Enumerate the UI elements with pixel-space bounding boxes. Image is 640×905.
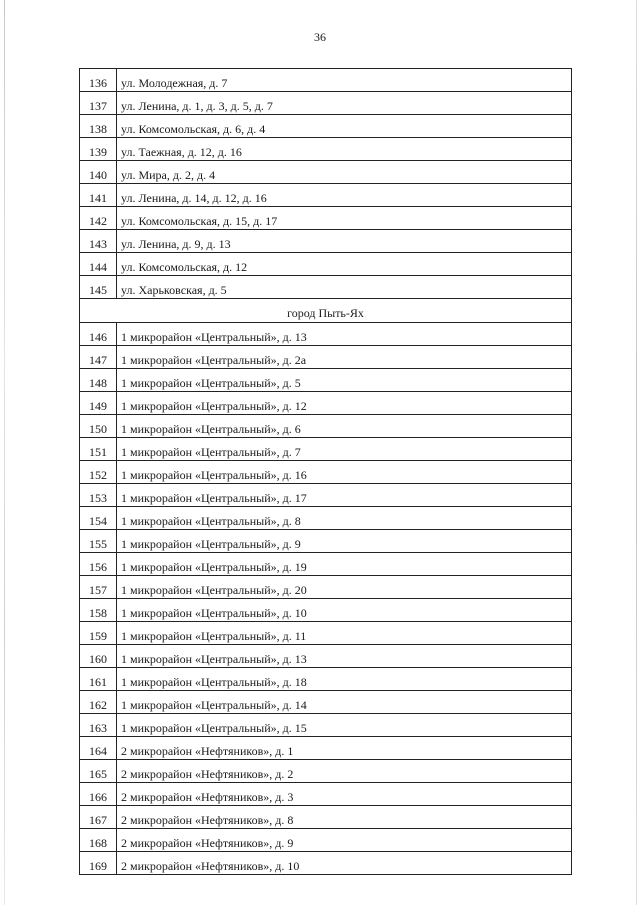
table-row <box>80 230 572 253</box>
table-row <box>80 115 572 138</box>
section-title: город Пыть-Ях <box>80 299 572 323</box>
table-row <box>80 184 572 207</box>
row-address: 1 микрорайон «Центральный», д. 8 <box>117 507 572 530</box>
row-number: 150 <box>80 415 117 438</box>
row-number: 163 <box>80 714 117 737</box>
row-number: 158 <box>80 599 117 622</box>
row-address: 1 микрорайон «Центральный», д. 9 <box>117 530 572 553</box>
row-number: 169 <box>80 852 117 875</box>
table-row <box>80 138 572 161</box>
row-number: 141 <box>80 184 117 207</box>
row-number: 153 <box>80 484 117 507</box>
row-number: 151 <box>80 438 117 461</box>
row-address: 1 микрорайон «Центральный», д. 19 <box>117 553 572 576</box>
row-address: 1 микрорайон «Центральный», д. 7 <box>117 438 572 461</box>
table-row <box>80 760 572 783</box>
row-address: 1 микрорайон «Центральный», д. 18 <box>117 668 572 691</box>
row-number: 148 <box>80 369 117 392</box>
row-number: 147 <box>80 346 117 369</box>
row-address: ул. Харьковская, д. 5 <box>117 276 572 299</box>
row-address: 1 микрорайон «Центральный», д. 13 <box>117 323 572 346</box>
table-row <box>80 599 572 622</box>
row-address: ул. Таежная, д. 12, д. 16 <box>117 138 572 161</box>
table-row <box>80 829 572 852</box>
table-row <box>80 276 572 299</box>
row-address: 1 микрорайон «Центральный», д. 17 <box>117 484 572 507</box>
row-address: ул. Молодежная, д. 7 <box>117 69 572 92</box>
row-address: ул. Ленина, д. 9, д. 13 <box>117 230 572 253</box>
row-address: ул. Мира, д. 2, д. 4 <box>117 161 572 184</box>
row-number: 138 <box>80 115 117 138</box>
row-number: 160 <box>80 645 117 668</box>
table-row <box>80 507 572 530</box>
table-row <box>80 161 572 184</box>
row-address: 2 микрорайон «Нефтяников», д. 9 <box>117 829 572 852</box>
row-address: 1 микрорайон «Центральный», д. 12 <box>117 392 572 415</box>
table-row <box>80 530 572 553</box>
table-row <box>80 668 572 691</box>
row-address: 1 микрорайон «Центральный», д. 10 <box>117 599 572 622</box>
row-number: 140 <box>80 161 117 184</box>
row-number: 162 <box>80 691 117 714</box>
page-number: 36 <box>314 30 326 44</box>
address-table <box>79 68 572 875</box>
row-number: 164 <box>80 737 117 760</box>
row-number: 145 <box>80 276 117 299</box>
table-row <box>80 92 572 115</box>
row-number: 165 <box>80 760 117 783</box>
table-row <box>80 622 572 645</box>
row-number: 161 <box>80 668 117 691</box>
scan-edge-right <box>636 0 637 905</box>
row-address: 2 микрорайон «Нефтяников», д. 10 <box>117 852 572 875</box>
row-address: ул. Ленина, д. 14, д. 12, д. 16 <box>117 184 572 207</box>
address-table-body <box>80 69 572 875</box>
row-address: 1 микрорайон «Центральный», д. 20 <box>117 576 572 599</box>
row-address: 1 микрорайон «Центральный», д. 11 <box>117 622 572 645</box>
row-address: 1 микрорайон «Центральный», д. 15 <box>117 714 572 737</box>
table-row <box>80 737 572 760</box>
row-number: 149 <box>80 392 117 415</box>
row-number: 155 <box>80 530 117 553</box>
table-row <box>80 783 572 806</box>
row-number: 144 <box>80 253 117 276</box>
row-address: 2 микрорайон «Нефтяников», д. 1 <box>117 737 572 760</box>
table-row <box>80 392 572 415</box>
row-address: 1 микрорайон «Центральный», д. 13 <box>117 645 572 668</box>
table-row <box>80 323 572 346</box>
table-row <box>80 207 572 230</box>
table-row <box>80 369 572 392</box>
table-row <box>80 415 572 438</box>
row-number: 156 <box>80 553 117 576</box>
table-row <box>80 553 572 576</box>
scan-edge-left <box>4 0 5 905</box>
row-number: 152 <box>80 461 117 484</box>
row-address: 1 микрорайон «Центральный», д. 16 <box>117 461 572 484</box>
row-address: 1 микрорайон «Центральный», д. 6 <box>117 415 572 438</box>
table-row <box>80 438 572 461</box>
row-address: ул. Комсомольская, д. 15, д. 17 <box>117 207 572 230</box>
row-number: 139 <box>80 138 117 161</box>
row-address: 2 микрорайон «Нефтяников», д. 8 <box>117 806 572 829</box>
row-address: 1 микрорайон «Центральный», д. 5 <box>117 369 572 392</box>
row-number: 142 <box>80 207 117 230</box>
row-address: 1 микрорайон «Центральный», д. 14 <box>117 691 572 714</box>
table-row <box>80 806 572 829</box>
table-row <box>80 346 572 369</box>
row-address: 2 микрорайон «Нефтяников», д. 3 <box>117 783 572 806</box>
table-row <box>80 253 572 276</box>
table-row <box>80 645 572 668</box>
row-address: 2 микрорайон «Нефтяников», д. 2 <box>117 760 572 783</box>
row-number: 143 <box>80 230 117 253</box>
table-row <box>80 714 572 737</box>
section-row <box>80 299 572 323</box>
row-address: ул. Комсомольская, д. 6, д. 4 <box>117 115 572 138</box>
row-number: 146 <box>80 323 117 346</box>
row-number: 159 <box>80 622 117 645</box>
table-row <box>80 691 572 714</box>
row-address: ул. Ленина, д. 1, д. 3, д. 5, д. 7 <box>117 92 572 115</box>
row-address: ул. Комсомольская, д. 12 <box>117 253 572 276</box>
row-address: 1 микрорайон «Центральный», д. 2а <box>117 346 572 369</box>
table-row <box>80 576 572 599</box>
row-number: 157 <box>80 576 117 599</box>
row-number: 154 <box>80 507 117 530</box>
table-row <box>80 461 572 484</box>
row-number: 168 <box>80 829 117 852</box>
table-row <box>80 69 572 92</box>
row-number: 137 <box>80 92 117 115</box>
table-row <box>80 852 572 875</box>
row-number: 167 <box>80 806 117 829</box>
row-number: 136 <box>80 69 117 92</box>
row-number: 166 <box>80 783 117 806</box>
table-row <box>80 484 572 507</box>
